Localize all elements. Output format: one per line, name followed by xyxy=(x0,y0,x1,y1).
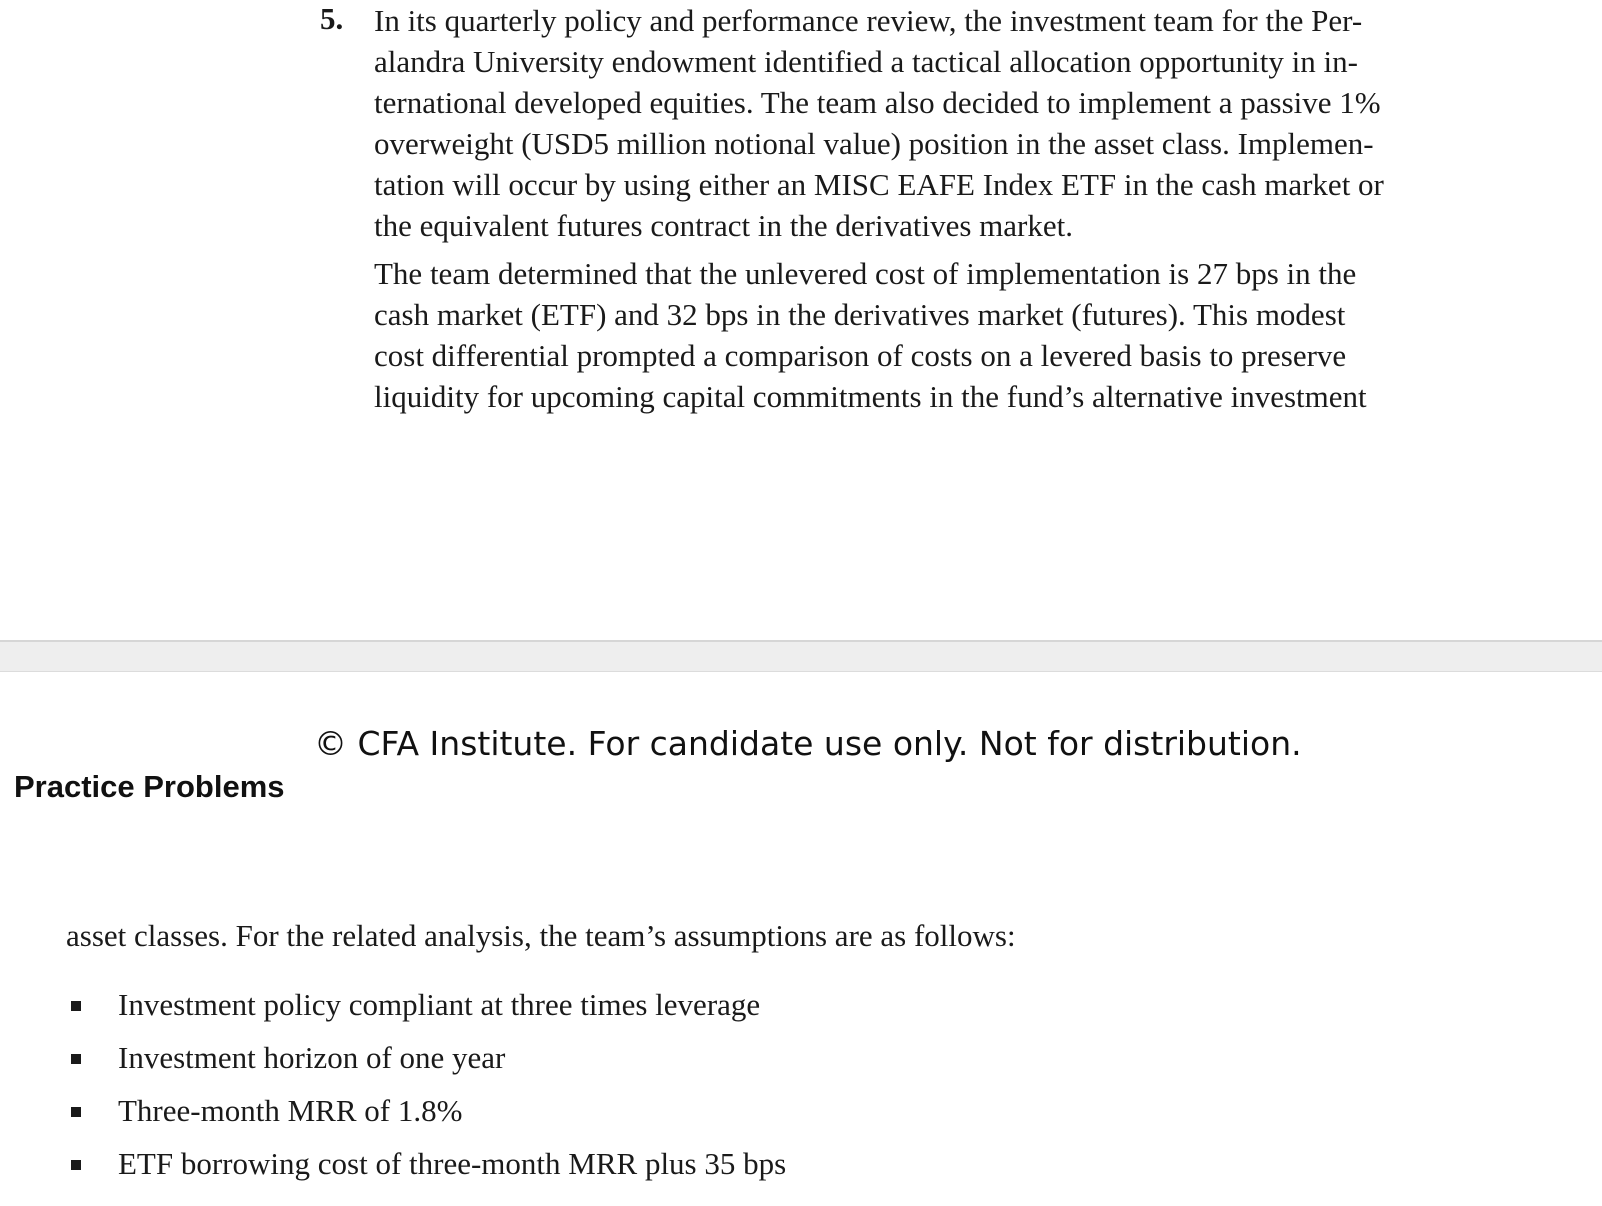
text-line[interactable]: tation will occur by using either an MISC EAFE Index ETF in the cash market or xyxy=(374,167,1384,202)
continuation-text[interactable]: asset classes. For the related analysis, the team’s assumptions are as follows: xyxy=(66,918,1016,953)
problem-number: 5. xyxy=(320,1,344,36)
list-item-text[interactable]: Investment policy compliant at three times leverage xyxy=(118,987,761,1022)
text-line[interactable]: liquidity for upcoming capital commitments in the fund’s alternative investment xyxy=(374,379,1367,414)
problem-body[interactable] xyxy=(374,0,1534,417)
problem-paragraph-1[interactable] xyxy=(374,0,1534,246)
text-line[interactable]: The team determined that the unlevered cost of implementation is 27 bps in the xyxy=(374,256,1357,291)
text-line[interactable]: In its quarterly policy and performance review, the investment team for the Per- xyxy=(374,3,1363,38)
text-line[interactable]: ternational developed equities. The team also decided to implement a passive 1% xyxy=(374,85,1381,120)
list-item-text[interactable]: Three-month MRR of 1.8% xyxy=(118,1093,463,1128)
document-page-bottom xyxy=(0,672,1602,1206)
problem-paragraph-2[interactable] xyxy=(374,253,1534,417)
copyright-notice: © CFA Institute. For candidate use only. Not for distribution. xyxy=(314,724,1302,763)
text-line[interactable]: cost differential prompted a comparison of costs on a levered basis to preserve xyxy=(374,338,1347,373)
square-bullet-icon xyxy=(71,1107,81,1117)
section-title: Practice Problems xyxy=(14,769,285,804)
text-line[interactable]: alandra University endowment identified a tactical allocation opportunity in in- xyxy=(374,44,1358,79)
list-item-text[interactable]: Investment horizon of one year xyxy=(118,1040,506,1075)
square-bullet-icon xyxy=(71,1054,81,1064)
square-bullet-icon xyxy=(71,1160,81,1170)
text-line[interactable]: the equivalent futures contract in the derivatives market. xyxy=(374,208,1073,243)
text-line[interactable]: cash market (ETF) and 32 bps in the derivatives market (futures). This modest xyxy=(374,297,1346,332)
page-separator xyxy=(0,640,1602,672)
square-bullet-icon xyxy=(71,1001,81,1011)
list-item-text[interactable]: ETF borrowing cost of three-month MRR plus 35 bps xyxy=(118,1146,787,1181)
text-line[interactable]: overweight (USD5 million notional value) position in the asset class. Implemen- xyxy=(374,126,1374,161)
